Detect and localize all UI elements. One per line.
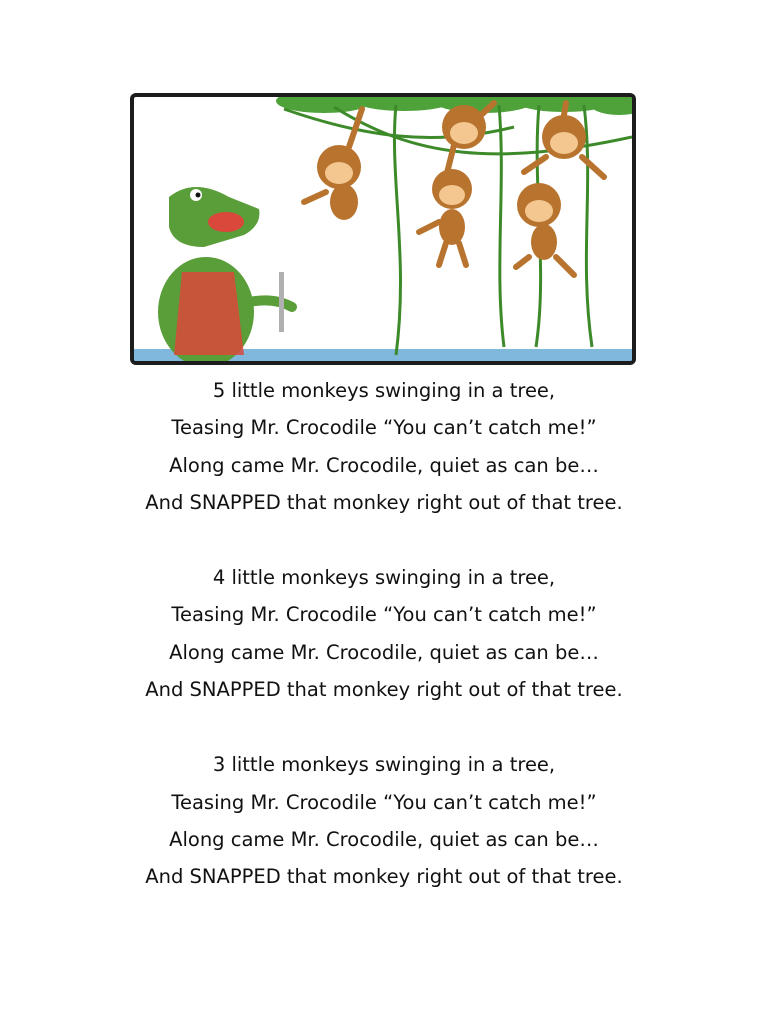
crocodile-waiter xyxy=(158,187,292,361)
monkey xyxy=(419,169,472,265)
crocodile-monkeys-illustration xyxy=(130,93,636,365)
verse xyxy=(0,372,768,521)
verse-line: Teasing Mr. Crocodile “You can’t catch me!” xyxy=(171,603,597,627)
monkey xyxy=(304,109,362,220)
verse-line: And SNAPPED that monkey right out of that tree. xyxy=(145,678,623,702)
verse-line: Along came Mr. Crocodile, quiet as can be… xyxy=(169,453,599,477)
verse-line: Teasing Mr. Crocodile “You can’t catch me!” xyxy=(171,790,597,814)
verse-line: And SNAPPED that monkey right out of that tree. xyxy=(145,490,623,514)
verse-line: Along came Mr. Crocodile, quiet as can be… xyxy=(169,640,599,664)
monkey xyxy=(442,103,494,177)
poem xyxy=(0,372,768,934)
monkey xyxy=(516,183,574,275)
verse-line: Along came Mr. Crocodile, quiet as can be… xyxy=(169,827,599,851)
illustration-svg xyxy=(134,97,632,361)
verse xyxy=(0,559,768,708)
verse-line: 5 little monkeys swinging in a tree, xyxy=(212,379,556,402)
verse-line: 4 little monkeys swinging in a tree, xyxy=(212,566,556,590)
verse xyxy=(0,746,768,895)
verse-line: Teasing Mr. Crocodile “You can’t catch me!” xyxy=(171,416,597,440)
knife xyxy=(279,272,284,332)
verse-line: 3 little monkeys swinging in a tree, xyxy=(212,753,556,777)
verse-line: And SNAPPED that monkey right out of that tree. xyxy=(145,865,623,889)
